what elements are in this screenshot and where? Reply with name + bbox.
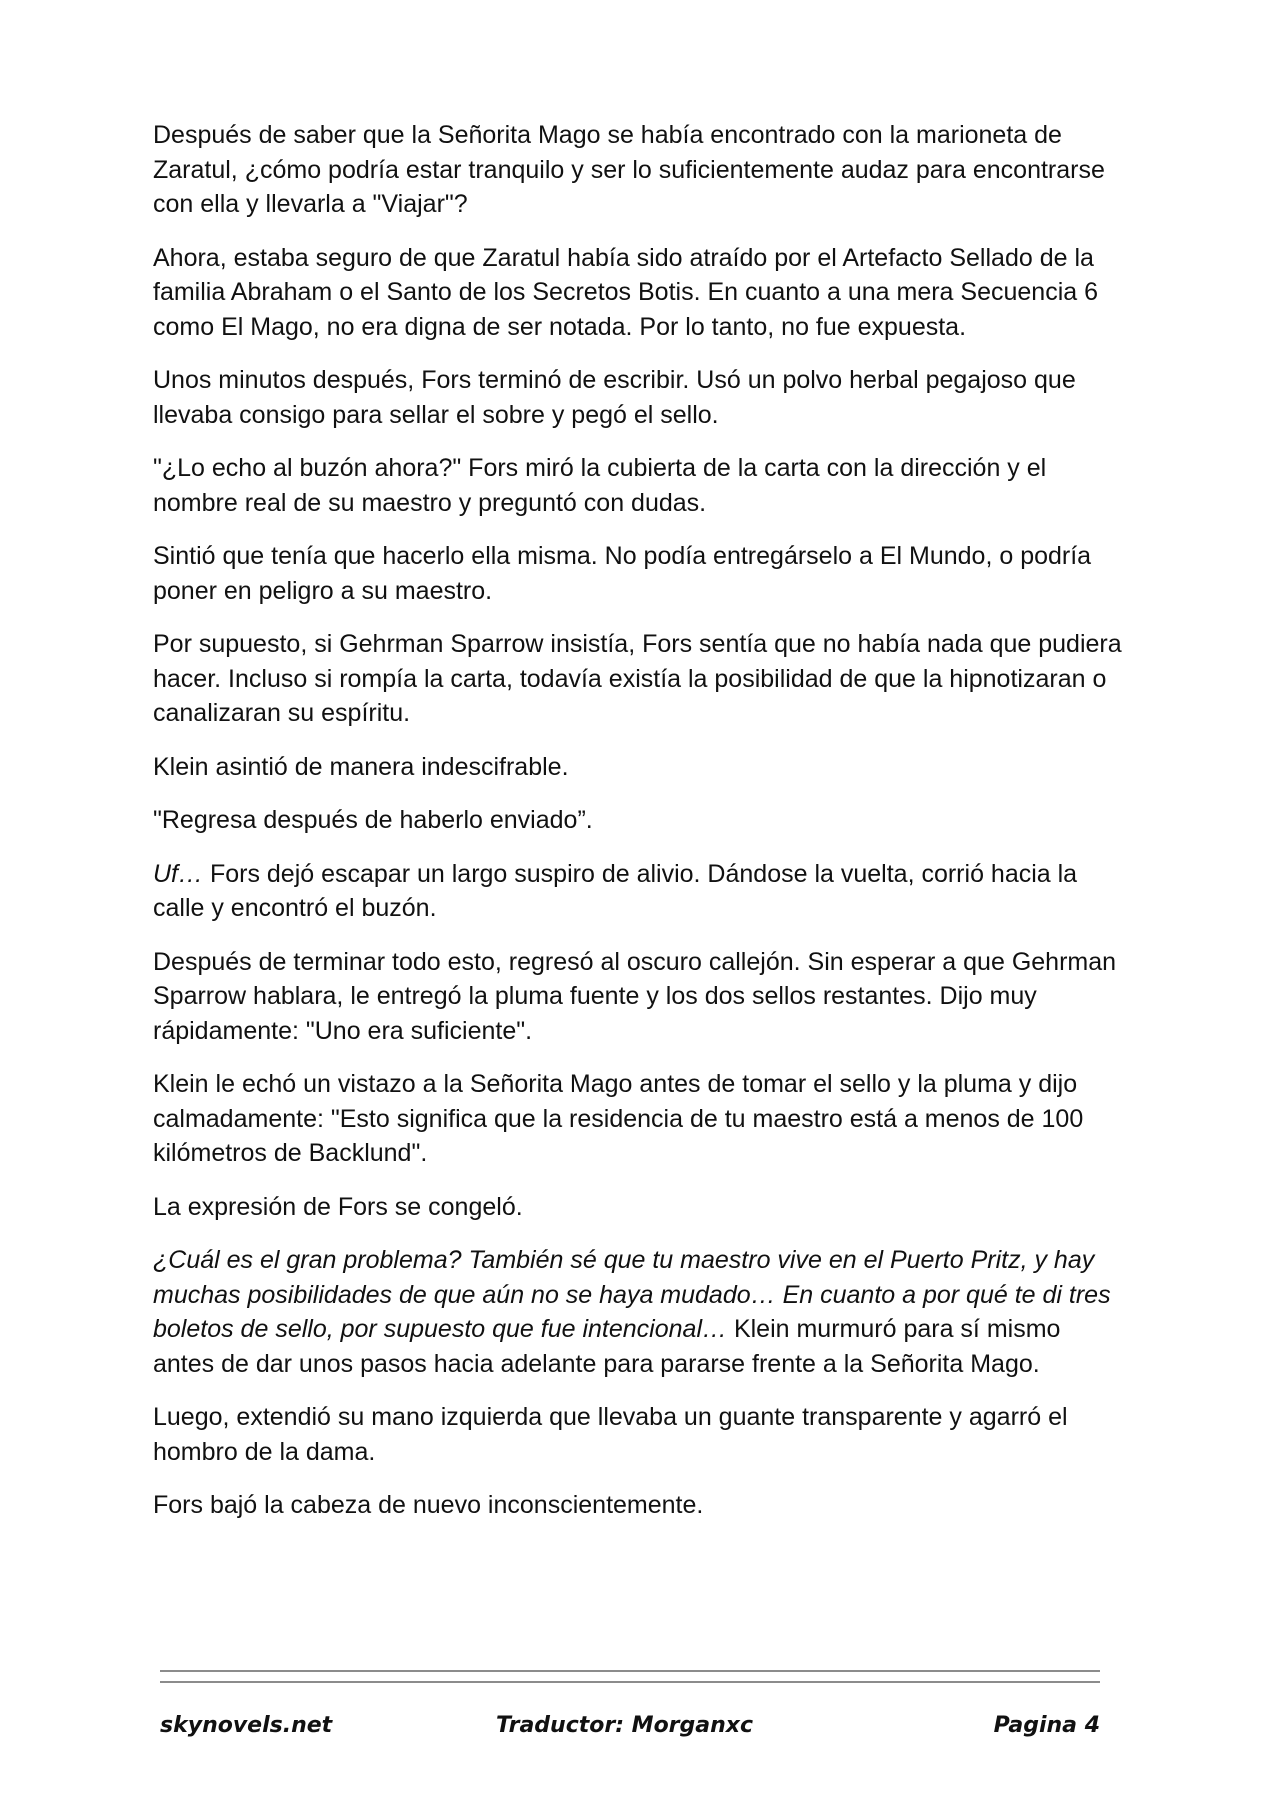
chapter-body xyxy=(153,118,1123,1542)
paragraph-text: Klein asintió de manera indescifrable. xyxy=(153,752,569,781)
paragraph-text: Unos minutos después, Fors terminó de escribir. Usó un polvo herbal pegajoso que llevaba consigo para sellar el sobre y pegó el sello. xyxy=(153,366,1076,429)
paragraph-text: "Regresa después de haberlo enviado”. xyxy=(153,806,593,834)
paragraph-text: Después de saber que la Señorita Mago se había encontrado con la marioneta de Zaratul, ¿cómo podría estar tranquilo y ser lo suficientemente audaz para encontrarse con ella y llevarla a "Viajar"? xyxy=(153,121,1105,218)
paragraph-text: Después de terminar todo esto, regresó al oscuro callejón. Sin esperar a que Gehrman Sparrow hablara, le entregó la pluma fuente y los dos sellos restantes. Dijo muy rápidamente: "Uno era suficiente". xyxy=(153,947,1117,1045)
paragraph-text: Fors dejó escapar un largo suspiro de alivio. Dándose la vuelta, corrió hacia la calle y encontró el buzón. xyxy=(153,859,1078,922)
paragraph xyxy=(153,118,1123,222)
paragraph-text: Sintió que tenía que hacerlo ella misma. No podía entregárselo a El Mundo, o podría poner en peligro a su maestro. xyxy=(153,542,1092,605)
footer-page-number: Pagina 4 xyxy=(993,1713,1100,1738)
page-footer xyxy=(160,1713,1100,1749)
paragraph xyxy=(153,945,1123,1049)
italic-thought-text: ¿Cuál es el gran problema? También sé que tu maestro vive en el Puerto Pritz, y hay muchas posibilidades de que aún no se haya mudado… En cuanto a por qué te di tres boletos de sello, por supuesto que fue intencional… xyxy=(153,1246,1111,1343)
footer-rule-bottom xyxy=(160,1681,1100,1683)
paragraph xyxy=(153,1488,1123,1523)
paragraph xyxy=(153,1190,1123,1225)
paragraph xyxy=(153,627,1123,731)
paragraph xyxy=(153,1067,1123,1171)
paragraph-text: Fors bajó la cabeza de nuevo inconscientemente. xyxy=(153,1491,704,1519)
paragraph xyxy=(153,451,1123,520)
paragraph-text: "¿Lo echo al buzón ahora?" Fors miró la cubierta de la carta con la dirección y el nombre real de su maestro y preguntó con dudas. xyxy=(153,454,1047,517)
paragraph-text: Klein le echó un vistazo a la Señorita Mago antes de tomar el sello y la pluma y dijo calmadamente: "Esto significa que la residencia de tu maestro está a menos de 100 kilómetros de Backlund". xyxy=(153,1070,1084,1167)
footer-translator: Traductor: Morganxc xyxy=(496,1713,754,1738)
italic-thought-text: Uf… xyxy=(153,859,203,888)
paragraph-text: Luego, extendió su mano izquierda que llevaba un guante transparente y agarró el hombro de la dama. xyxy=(153,1403,1068,1466)
paragraph xyxy=(153,363,1123,432)
paragraph-text: Por supuesto, si Gehrman Sparrow insistía, Fors sentía que no había nada que pudiera hacer. Incluso si rompía la carta, todavía existía la posibilidad de que la hipnotizaran o canalizaran su espíritu. xyxy=(153,630,1122,727)
paragraph xyxy=(153,803,1123,838)
footer-rule-top xyxy=(160,1670,1100,1672)
footer-site: skynovels.net xyxy=(160,1713,333,1738)
paragraph-text: Ahora, estaba seguro de que Zaratul había sido atraído por el Artefacto Sellado de la familia Abraham o el Santo de los Secretos Botis. En cuanto a una mera Secuencia 6 como El Mago, no era digna de ser notada. Por lo tanto, no fue expuesta. xyxy=(153,243,1098,341)
paragraph xyxy=(153,1400,1123,1469)
paragraph xyxy=(153,750,1123,785)
paragraph xyxy=(153,241,1123,345)
paragraph xyxy=(153,857,1123,926)
paragraph xyxy=(153,539,1123,608)
paragraph xyxy=(153,1243,1123,1381)
paragraph-text: La expresión de Fors se congeló. xyxy=(153,1192,523,1221)
paragraph-text: Klein murmuró para sí mismo antes de dar unos pasos hacia adelante para pararse frente a la Señorita Mago. xyxy=(153,1315,1061,1378)
